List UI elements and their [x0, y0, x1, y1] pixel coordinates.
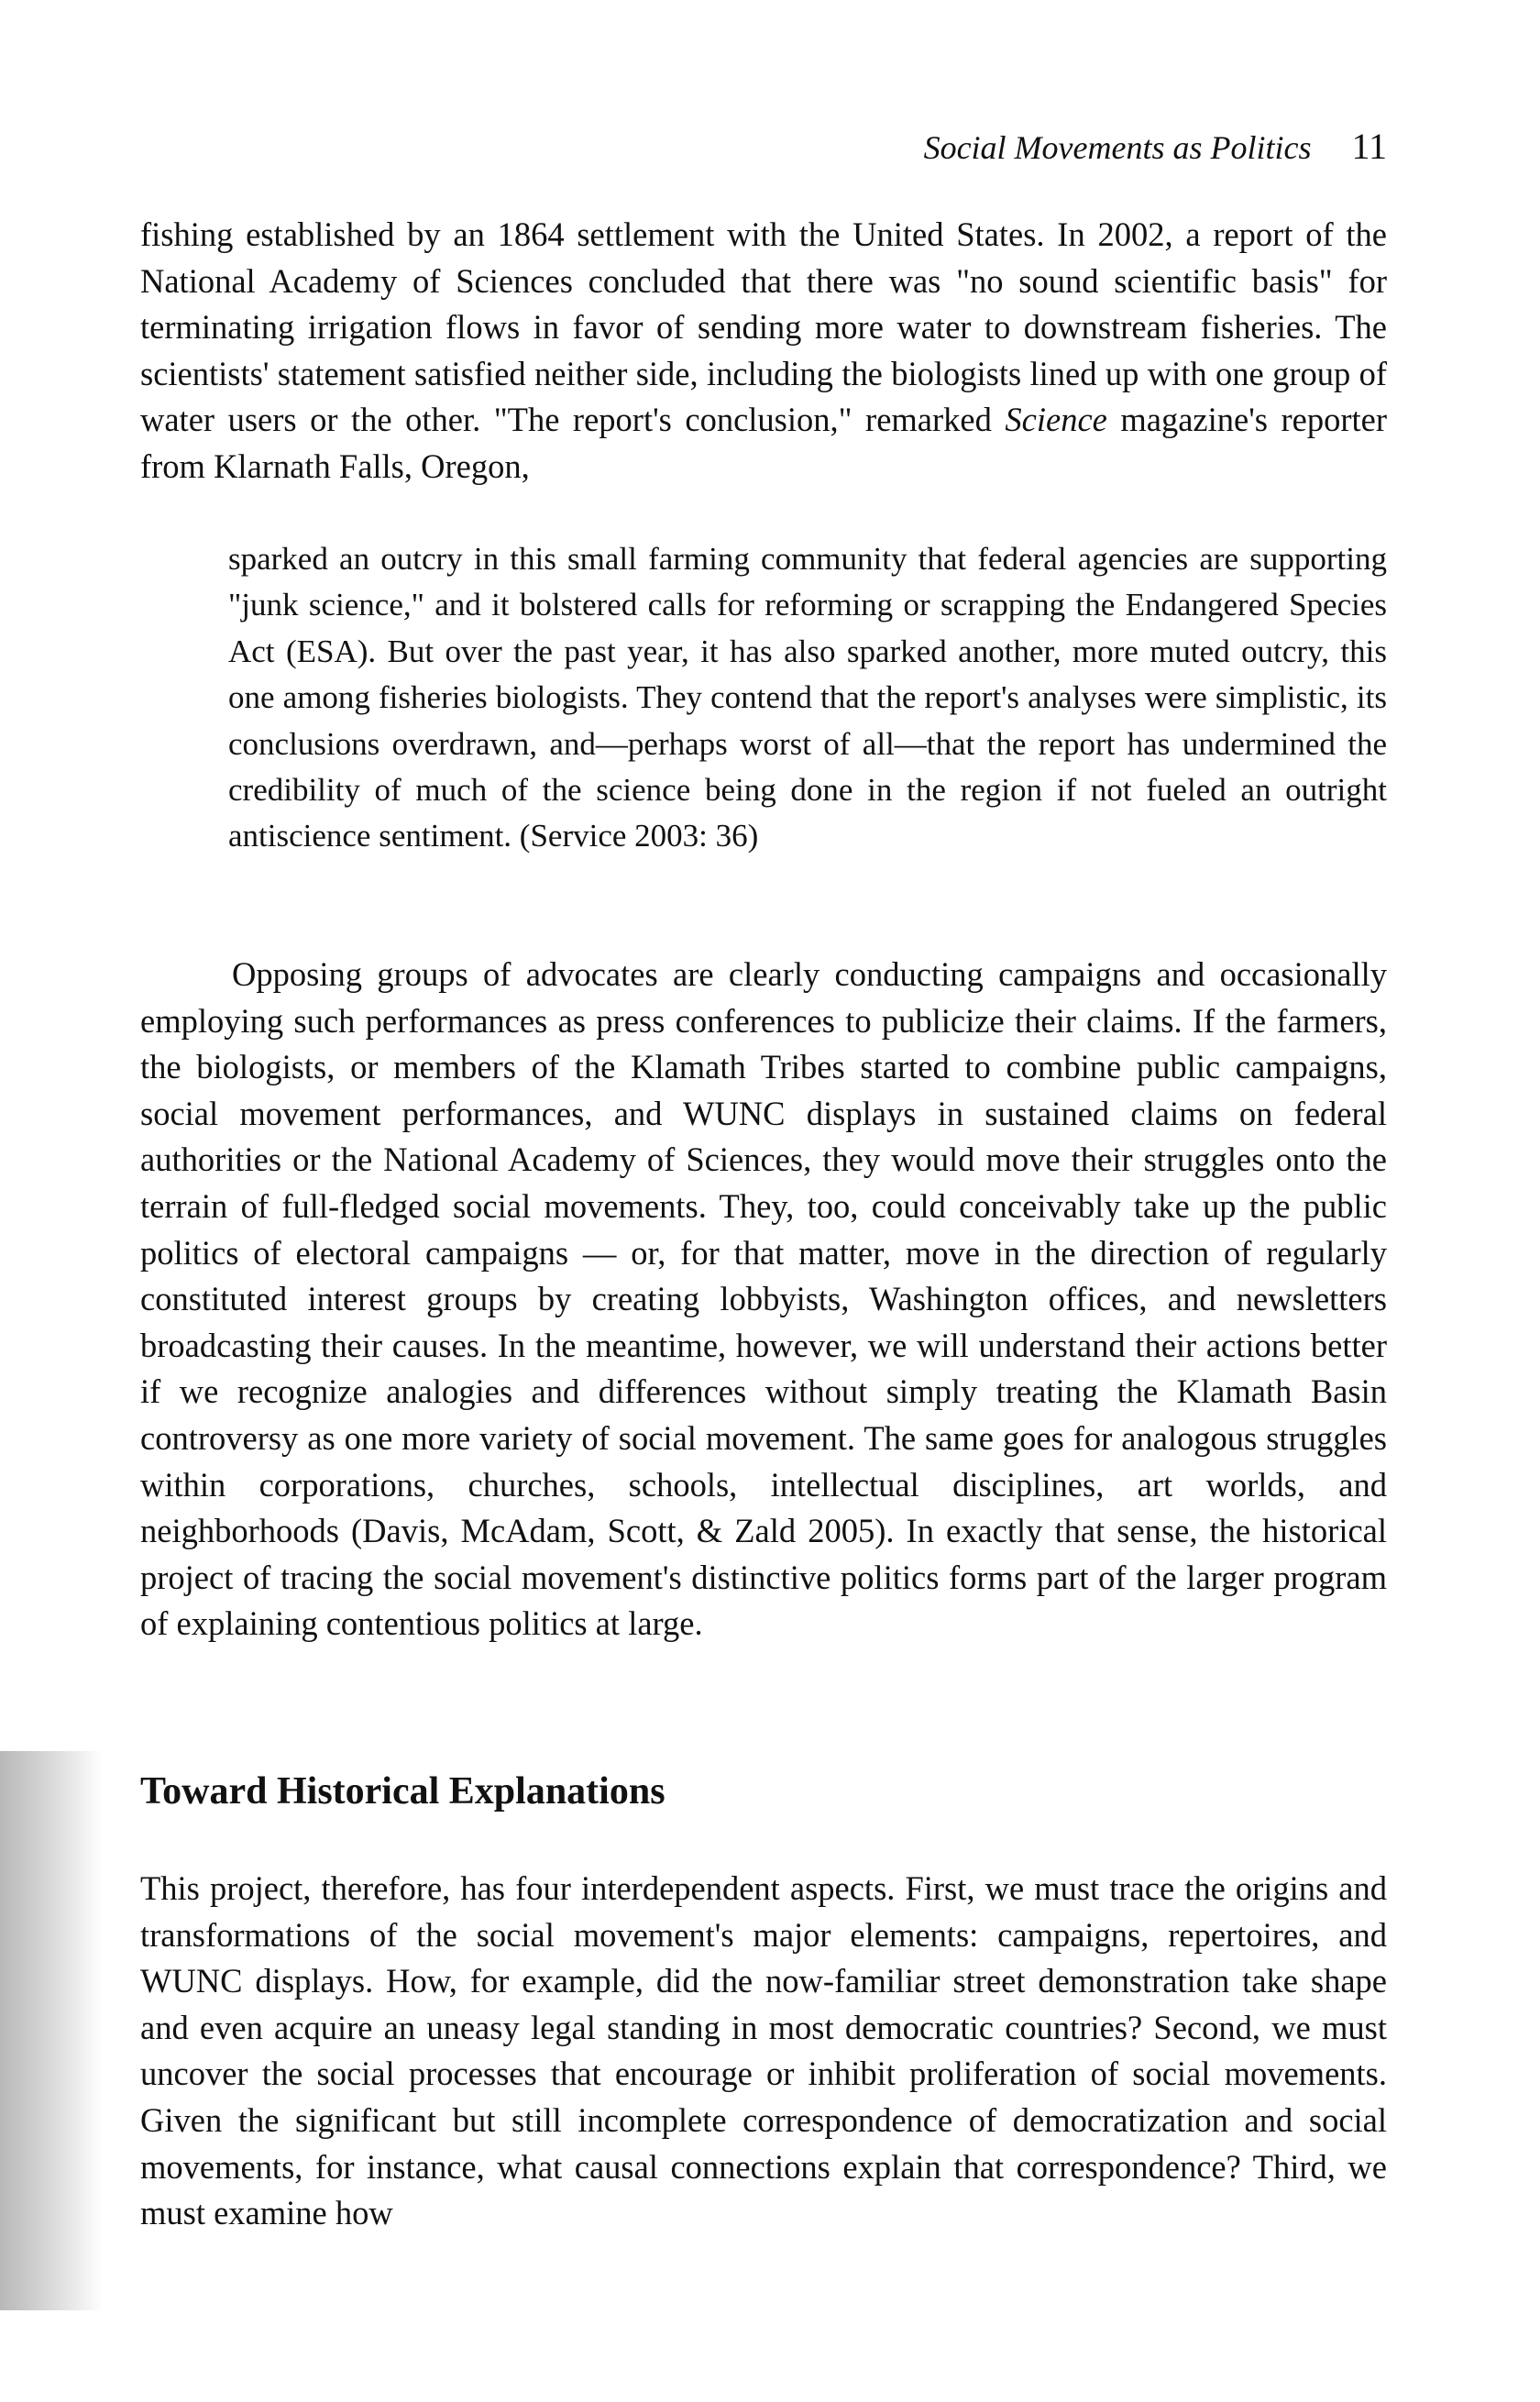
paragraph-1-text: fishing established by an 1864 settlement with the United States. In 2002, a report of the National Academy of Sciences concluded that there was "no sound scientific basis" for terminating irrigation flows in favor of sending more water to downstream fisheries. The scientists' statement satisfied neither side, including the biologists lined up with one group of water users or the other. "The report's conclusion," remarked: [140, 215, 1387, 439]
page-number: 11: [1351, 126, 1387, 167]
paragraph-1-tail: magazine's reporter from Klarnath Falls, Oregon,: [140, 401, 1388, 485]
science-magazine-title: Science: [1005, 401, 1107, 439]
paragraph-3: This project, therefore, has four interdependent aspects. First, we must trace the origins and transformations of the social movement's major elements: campaigns, repertoires, and WUNC displays. How, for example, did the now-familiar street demonstration take shape and even acquire an uneasy legal standing in most democratic countries? Second, we must uncover the social processes that encourage or inhibit proliferation of social movements. Given the significant but still incomplete correspondence of democratization and social movements, for instance, what causal connections explain that correspondence? Third, we must examine how: [140, 1869, 1387, 2232]
running-head: [924, 125, 1387, 168]
section-heading: Toward Historical Explanations: [140, 1770, 666, 1813]
scan-edge-shadow: [0, 1751, 103, 2310]
paragraph-2: Opposing groups of advocates are clearly conducting campaigns and occasionally employing such performances as press conferences to publicize their claims. If the farmers, the biologists, or members of the Klamath Tribes started to combine public campaigns, social movement performances, and WUNC displays in sustained claims on federal authorities or the National Academy of Sciences, they would move their struggles onto the terrain of full-fledged social movements. They, too, could conceivably take up the public politics of electoral campaigns — or, for that matter, move in the direction of regularly constituted interest groups by creating lobbyists, Washington offices, and newsletters broadcasting their causes. In the meantime, however, we will understand their actions better if we recognize analogies and differences without simply treating the Klamath Basin controversy as one more variety of social movement. The same goes for analogous struggles within corporations, churches, schools, intellectual disciplines, art worlds, and neighborhoods (Davis, McAdam, Scott, & Zald 2005). In exactly that sense, the historical project of tracing the social movement's distinctive politics forms part of the larger program of explaining contentious politics at large.: [140, 955, 1387, 1643]
running-head-title: Social Movements as Politics: [923, 129, 1312, 166]
block-quote: sparked an outcry in this small farming community that federal agencies are supporting "junk science," and it bolstered calls for reforming or scrapping the Endangered Species Act (ESA). But over the past year, it has also sparked another, more muted outcry, this one among fisheries biologists. They contend that the report's analyses were simplistic, its conclusions overdrawn, and—perhaps worst of all—that the report has undermined the credibility of much of the science being done in the region if not fueled an outright antiscience sentiment. (Service 2003: 36): [228, 541, 1387, 854]
paragraph-1: [140, 212, 1387, 490]
